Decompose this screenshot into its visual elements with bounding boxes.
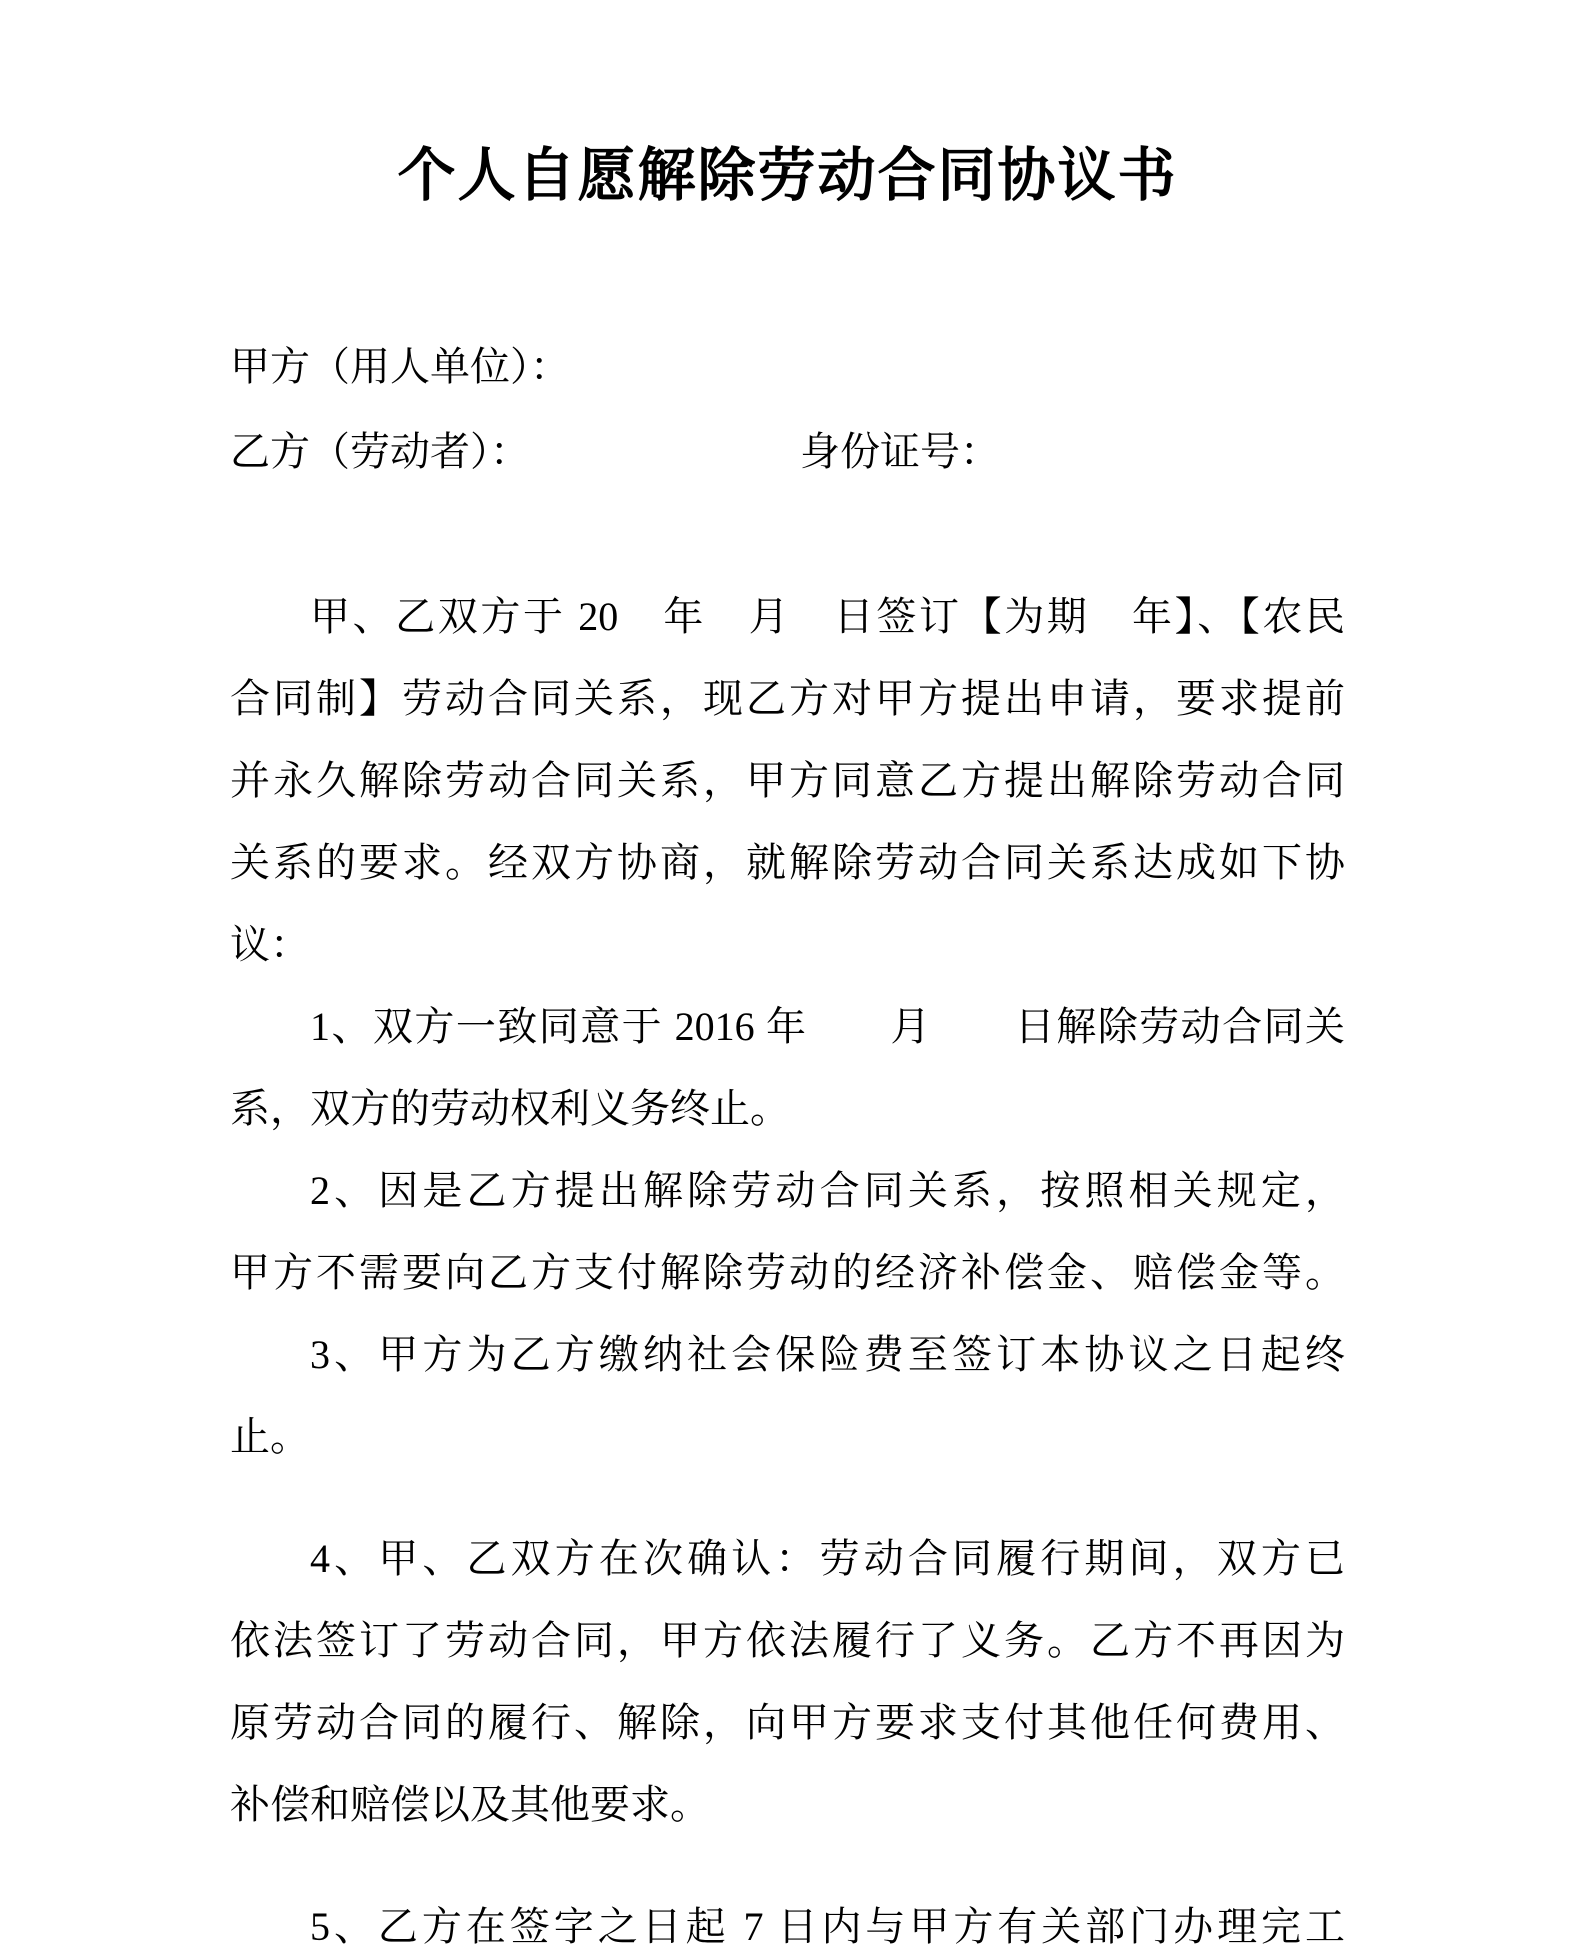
document-line: 依法签订了劳动合同，甲方依法履行了义务。乙方不再因为 <box>230 1618 1345 1663</box>
document-line: 议： <box>230 922 310 967</box>
document-line: 甲、乙双方于 20 年 月 日签订【为期 年】、【农民 <box>310 594 1345 639</box>
document-line: 原劳动合同的履行、解除，向甲方要求支付其他任何费用、 <box>230 1700 1345 1745</box>
document-body <box>230 576 1345 1952</box>
document-title: 个人自愿解除劳动合同协议书 <box>397 143 1178 208</box>
document-line: 3、甲方为乙方缴纳社会保险费至签订本协议之日起终 <box>310 1332 1345 1377</box>
party-block <box>230 324 1345 494</box>
document-line: 并永久解除劳动合同关系，甲方同意乙方提出解除劳动合同 <box>230 758 1345 803</box>
document-line: 4、甲、乙双方在次确认：劳动合同履行期间，双方已 <box>310 1536 1345 1581</box>
document-line: 合同制】劳动合同关系，现乙方对甲方提出申请，要求提前 <box>230 676 1345 721</box>
party-b-line <box>230 409 1345 494</box>
party-b-label: 乙方（劳动者）： <box>230 429 530 474</box>
document-line: 5、乙方在签字之日起 7 日内与甲方有关部门办理完工 <box>310 1904 1345 1949</box>
document-line: 甲方不需要向乙方支付解除劳动的经济补偿金、赔偿金等。 <box>230 1250 1345 1295</box>
document-line: 系，双方的劳动权利义务终止。 <box>230 1086 790 1131</box>
document-line: 止。 <box>230 1414 310 1459</box>
document-line: 补偿和赔偿以及其他要求。 <box>230 1782 710 1827</box>
party-a-line <box>230 324 1345 409</box>
party-a-label: 甲方（用人单位）： <box>230 344 570 389</box>
document-line: 1、双方一致同意于 2016 年 月 日解除劳动合同关 <box>310 1004 1345 1049</box>
id-number-label: 身份证号： <box>800 429 1000 474</box>
document-line: 关系的要求。经双方协商，就解除劳动合同关系达成如下协 <box>230 840 1345 885</box>
document-line: 2、因是乙方提出解除劳动合同关系，按照相关规定， <box>310 1168 1345 1213</box>
